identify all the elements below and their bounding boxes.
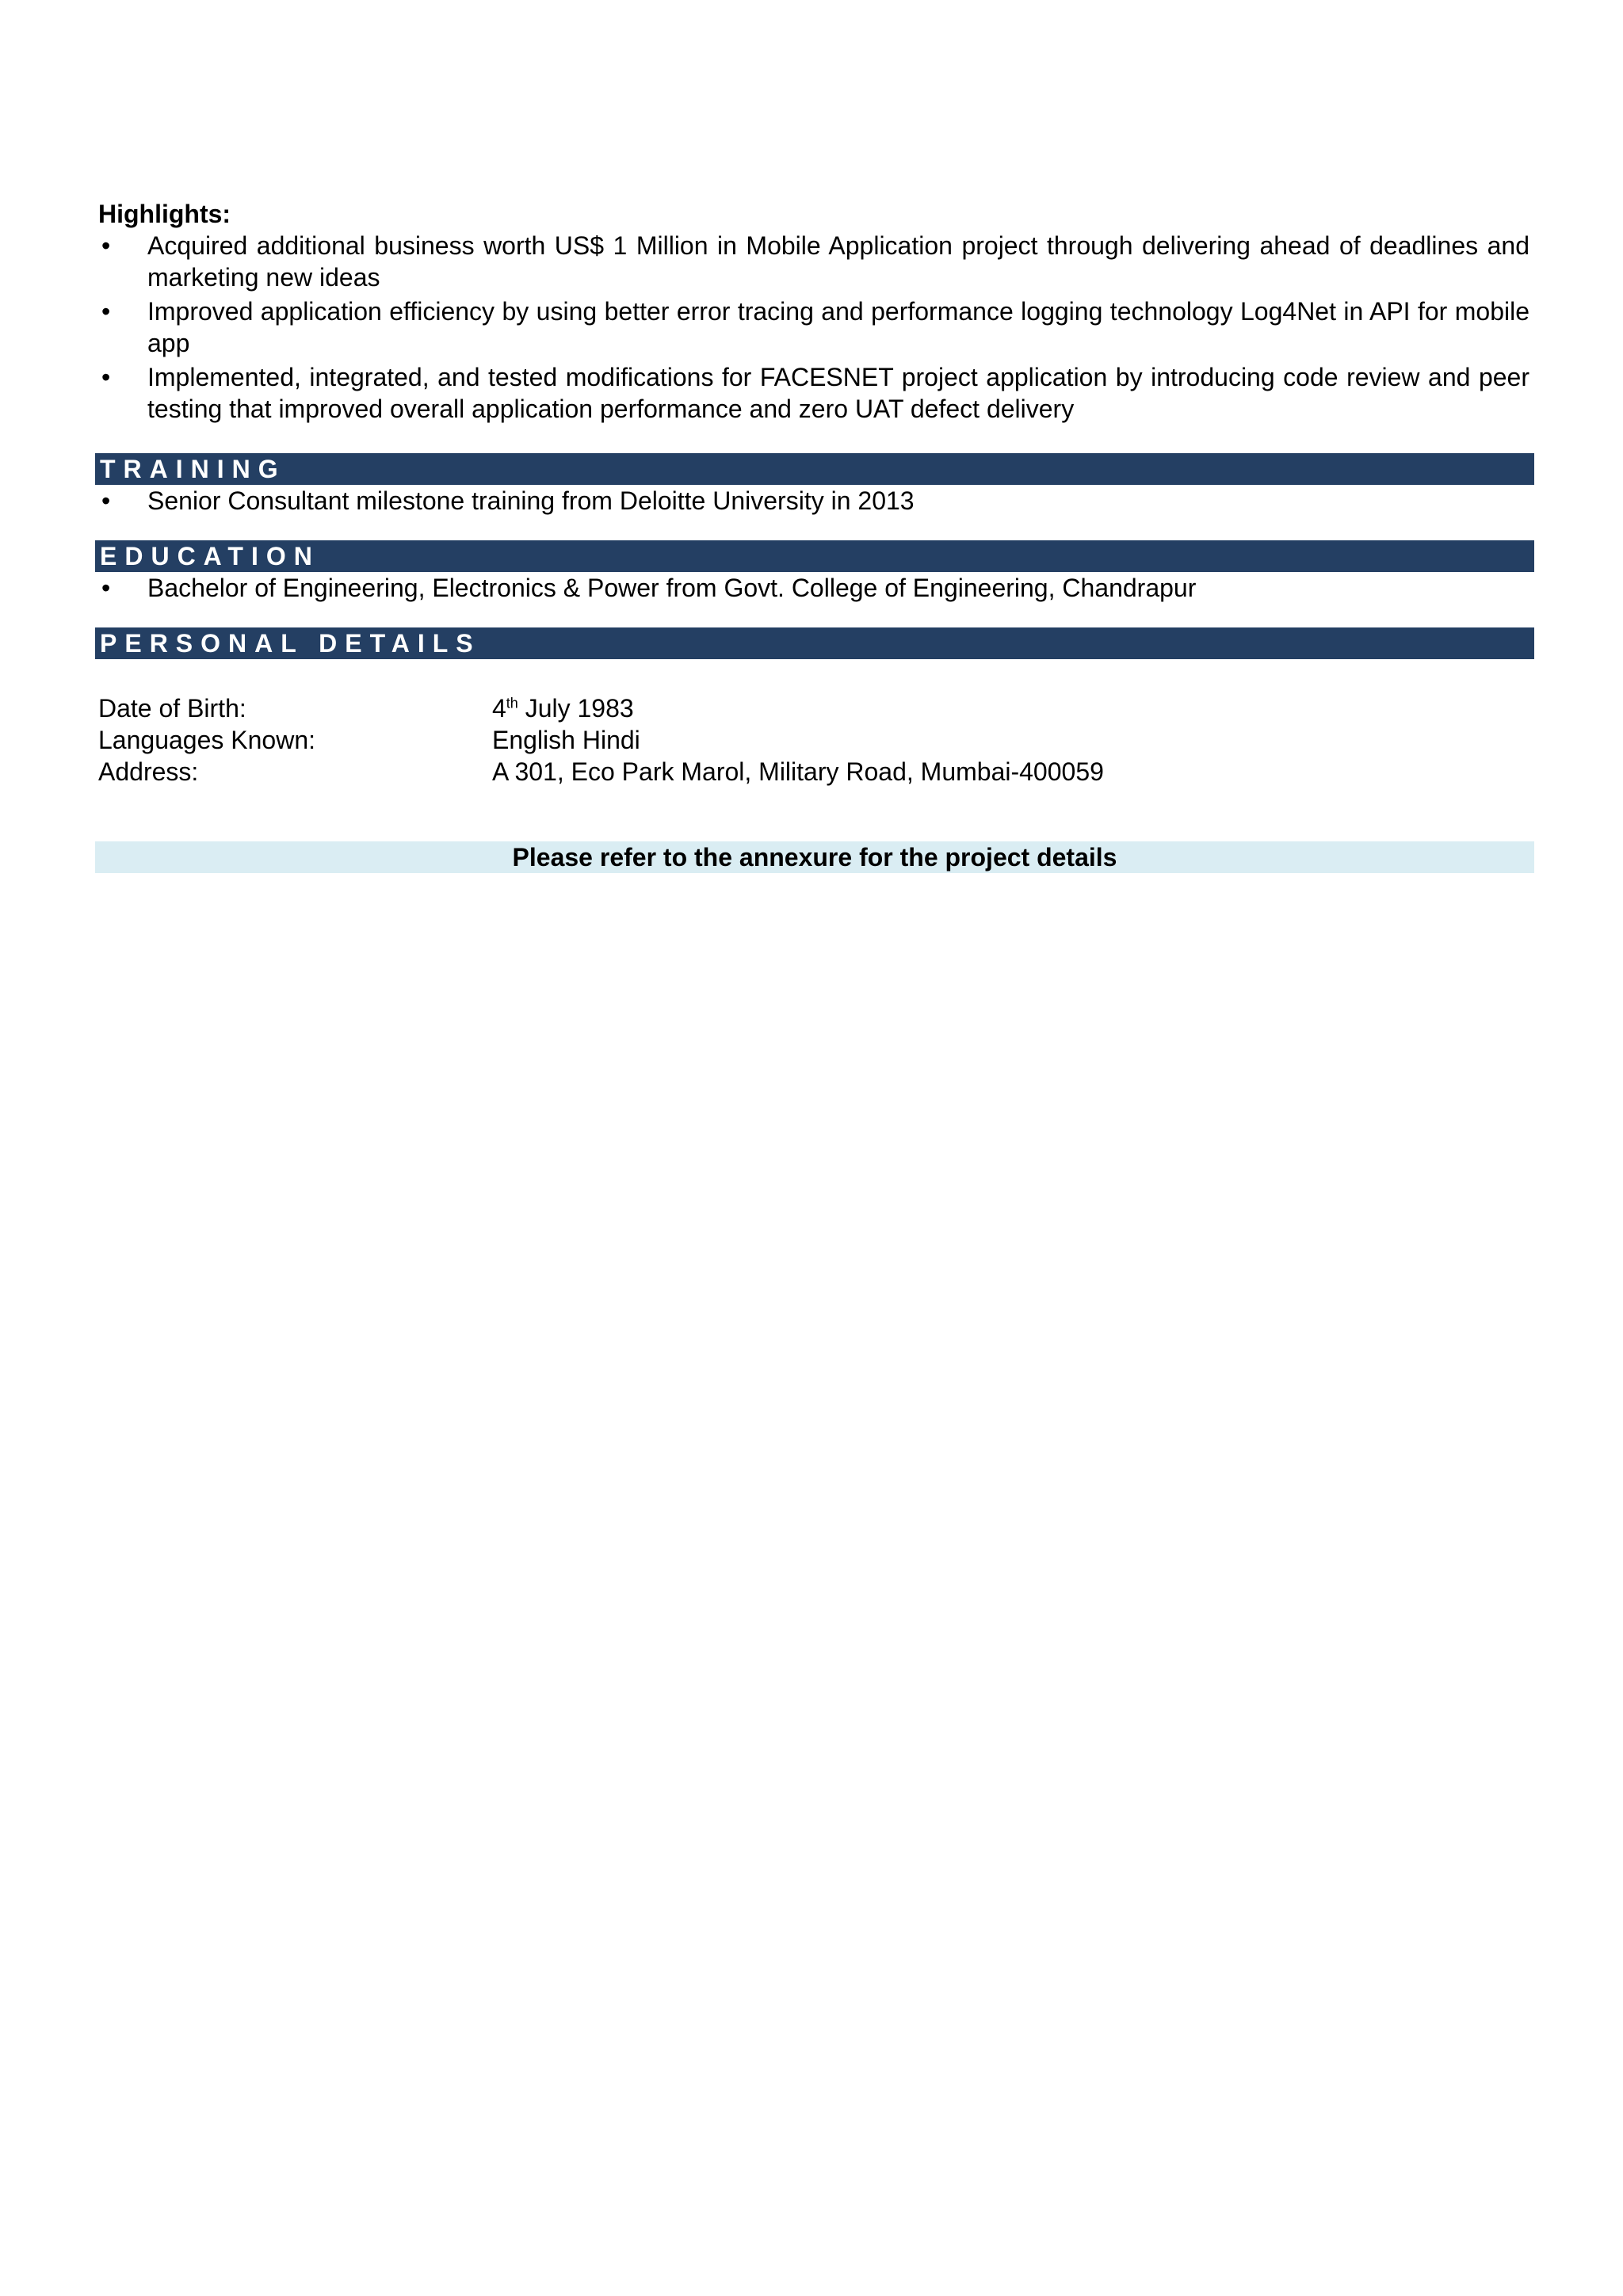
resume-content [95, 198, 1534, 873]
list-item-text: Acquired additional business worth US$ 1 Million in Mobile Application project through delivering ahead of deadlines and marketing new ideas [147, 231, 1529, 292]
dob-day-suffix: th [506, 695, 518, 711]
training-list [95, 485, 1534, 517]
dob-day: 4 [492, 694, 506, 723]
address-label: Address: [98, 757, 199, 786]
dob-month-year: July 1983 [517, 694, 634, 723]
list-item-text: Senior Consultant milestone training from Deloitte University in 2013 [147, 486, 915, 515]
list-item [95, 572, 1534, 604]
list-item [95, 230, 1534, 293]
dob-value [492, 692, 1534, 724]
list-item-text: Improved application efficiency by using better error tracing and performance logging technology Log4Net in API for mobile app [147, 297, 1529, 357]
list-item [95, 361, 1534, 425]
highlights-list [95, 230, 1534, 425]
address-value: A 301, Eco Park Marol, Military Road, Mumbai-400059 [492, 757, 1104, 786]
bullet-icon: • [101, 486, 111, 515]
dob-row [98, 692, 1534, 724]
bullet-icon: • [101, 297, 111, 326]
highlights-heading: Highlights: [98, 200, 231, 228]
address-row [98, 756, 1534, 788]
bullet-icon: • [101, 574, 111, 602]
languages-value: English Hindi [492, 726, 640, 754]
dob-label: Date of Birth: [98, 694, 246, 723]
list-item [95, 296, 1534, 359]
list-item-text: Implemented, integrated, and tested modifications for FACESNET project application by introducing code review and peer testing that improved overall application performance and zero UAT defect delivery [147, 363, 1529, 423]
bullet-icon: • [101, 363, 111, 391]
education-list [95, 572, 1534, 604]
annexure-note: Please refer to the annexure for the project details [95, 841, 1534, 873]
personal-details-table [98, 692, 1534, 788]
education-section-header: EDUCATION [95, 540, 1534, 572]
training-section-header: TRAINING [95, 453, 1534, 485]
languages-row [98, 724, 1534, 756]
list-item [95, 485, 1534, 517]
list-item-text: Bachelor of Engineering, Electronics & Power from Govt. College of Engineering, Chandrapur [147, 574, 1197, 602]
personal-details-section-header: PERSONAL DETAILS [95, 627, 1534, 659]
languages-label: Languages Known: [98, 726, 315, 754]
bullet-icon: • [101, 231, 111, 260]
